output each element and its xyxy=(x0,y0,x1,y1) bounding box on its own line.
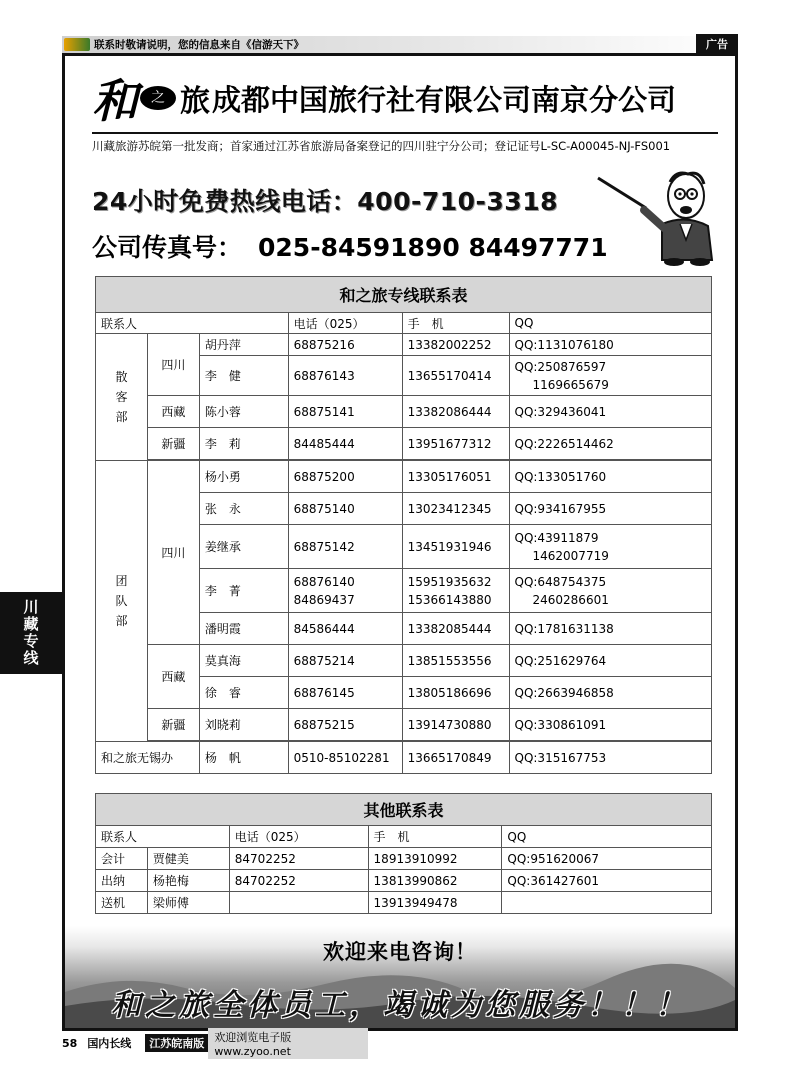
contact-qq xyxy=(502,892,712,914)
side-tab-char: 专 xyxy=(23,632,39,650)
contact-name: 陈小蓉 xyxy=(199,396,288,428)
specialist-contact-table xyxy=(95,276,712,774)
qq-line-2: 2460286601 xyxy=(532,592,609,607)
header-contact: 联系人 xyxy=(96,313,289,334)
qq-line-2: 1462007719 xyxy=(532,548,609,563)
ad-tag: 广告 xyxy=(696,34,738,54)
contact-phone: 84702252 xyxy=(229,870,368,892)
qq-line-2: 1169665679 xyxy=(532,377,609,392)
contact-mobile: 13913949478 xyxy=(368,892,502,914)
contact-role: 出纳 xyxy=(96,870,148,892)
table-row xyxy=(96,396,712,428)
brand-logo-lv: 旅 xyxy=(180,84,210,119)
table-row xyxy=(96,870,712,892)
contact-phone: 84586444 xyxy=(288,613,402,645)
header-qq: QQ xyxy=(502,826,712,848)
contact-mobile: 13813990862 xyxy=(368,870,502,892)
header-phone: 电话（025） xyxy=(229,826,368,848)
category-side-tab xyxy=(0,592,62,674)
magazine-logo-icon xyxy=(64,38,90,51)
contact-mobile: 13382002252 xyxy=(402,334,509,356)
contact-mobile: 13951677312 xyxy=(402,428,509,460)
table-header-row xyxy=(96,826,712,848)
table-title: 其他联系表 xyxy=(96,794,712,826)
header-mobile: 手 机 xyxy=(368,826,502,848)
dept-tuandui-label: 团 队 部 xyxy=(115,574,128,628)
table-row xyxy=(96,461,712,493)
table-row xyxy=(96,892,712,914)
top-header-strip xyxy=(62,36,736,53)
side-tab-char: 线 xyxy=(23,649,39,667)
contact-name: 杨艳梅 xyxy=(147,870,229,892)
contact-qq: QQ:251629764 xyxy=(509,645,712,677)
fax-label: 公司传真号： xyxy=(92,233,243,262)
other-contact-table xyxy=(95,793,712,914)
table-row xyxy=(96,848,712,870)
phone-line-2: 84869437 xyxy=(293,592,355,607)
table-row xyxy=(96,334,712,356)
contact-qq: QQ:1131076180 xyxy=(509,334,712,356)
service-slogan: 和之旅全体员工，竭诚为您服务！！！ xyxy=(111,988,689,1023)
brand-logo-zhi: 之 xyxy=(140,86,176,110)
contact-mobile: 13305176051 xyxy=(402,461,509,493)
contact-mobile: 13665170849 xyxy=(402,742,509,774)
contact-name: 李 菁 xyxy=(199,569,288,613)
source-notice: 联系时敬请说明，您的信息来自《信游天下》 xyxy=(94,39,304,51)
contact-name: 李 健 xyxy=(199,356,288,396)
contact-name: 杨小勇 xyxy=(199,461,288,493)
table-row xyxy=(96,645,712,677)
contact-name: 姜继承 xyxy=(199,525,288,569)
region-xizang: 西藏 xyxy=(147,396,199,428)
region-sichuan: 四川 xyxy=(147,461,199,645)
contact-phone: 68875215 xyxy=(288,709,402,741)
contact-phone: 84485444 xyxy=(288,428,402,460)
contact-qq: QQ:329436041 xyxy=(509,396,712,428)
region-sichuan: 四川 xyxy=(147,334,199,396)
table-row xyxy=(96,742,712,774)
contact-name: 梁师傅 xyxy=(147,892,229,914)
contact-qq: QQ:934167955 xyxy=(509,493,712,525)
contact-mobile: 13451931946 xyxy=(402,525,509,569)
fax-line xyxy=(92,228,608,264)
contact-name: 潘明霞 xyxy=(199,613,288,645)
header-qq: QQ xyxy=(509,313,712,334)
qq-line-1: QQ:648754375 xyxy=(514,574,607,589)
contact-phone: 68875140 xyxy=(288,493,402,525)
contact-mobile: 13023412345 xyxy=(402,493,509,525)
cartoon-teacher-mascot-icon xyxy=(596,168,716,268)
region-xinjiang: 新疆 xyxy=(147,709,199,741)
website-link[interactable]: 欢迎浏览电子版 www.zyoo.net xyxy=(208,1028,368,1059)
table-header-row xyxy=(96,313,712,334)
table-row xyxy=(96,428,712,460)
contact-phone: 68876145 xyxy=(288,677,402,709)
contact-phone xyxy=(288,569,402,613)
contact-mobile: 13655170414 xyxy=(402,356,509,396)
contact-qq: QQ:330861091 xyxy=(509,709,712,741)
contact-name: 莫真海 xyxy=(199,645,288,677)
contact-name: 贾健美 xyxy=(147,848,229,870)
side-tab-char: 川 xyxy=(23,598,39,616)
dept-tuandui xyxy=(96,461,148,742)
region-xizang: 西藏 xyxy=(147,645,199,709)
contact-phone: 68875216 xyxy=(288,334,402,356)
contact-name: 杨 帆 xyxy=(199,742,288,774)
contact-qq: QQ:361427601 xyxy=(502,870,712,892)
header-divider xyxy=(92,132,718,134)
qq-line-1: QQ:250876597 xyxy=(514,359,607,374)
contact-qq: QQ:2663946858 xyxy=(509,677,712,709)
contact-mobile: 18913910992 xyxy=(368,848,502,870)
contact-qq xyxy=(509,356,712,396)
welcome-message: 欢迎来电咨询！ xyxy=(323,940,477,964)
company-brand-header xyxy=(92,66,722,130)
contact-role: 会计 xyxy=(96,848,148,870)
contact-qq: QQ:315167753 xyxy=(509,742,712,774)
contact-name: 李 莉 xyxy=(199,428,288,460)
qq-line-1: QQ:43911879 xyxy=(514,530,599,545)
contact-mobile: 13382085444 xyxy=(402,613,509,645)
dept-sanke-label: 散 客 部 xyxy=(115,370,128,424)
contact-role: 送机 xyxy=(96,892,148,914)
table-title: 和之旅专线联系表 xyxy=(96,277,712,313)
header-mobile: 手 机 xyxy=(402,313,509,334)
contact-qq: QQ:1781631138 xyxy=(509,613,712,645)
contact-name: 胡丹萍 xyxy=(199,334,288,356)
contact-mobile xyxy=(402,569,509,613)
header-phone: 电话（025） xyxy=(288,313,402,334)
brand-logo-he: 和 xyxy=(92,74,136,128)
contact-phone: 68875142 xyxy=(288,525,402,569)
contact-mobile: 13805186696 xyxy=(402,677,509,709)
company-tagline: 川藏旅游苏皖第一批发商；首家通过江苏省旅游局备案登记的四川驻宁分公司；登记证号L-SC-A00045-NJ-FS001 xyxy=(92,139,671,153)
dept-sanke xyxy=(96,334,148,461)
contact-mobile: 13914730880 xyxy=(402,709,509,741)
contact-mobile: 13382086444 xyxy=(402,396,509,428)
contact-phone: 0510-85102281 xyxy=(288,742,402,774)
contact-qq: QQ:951620067 xyxy=(502,848,712,870)
contact-phone: 68875200 xyxy=(288,461,402,493)
contact-name: 张 永 xyxy=(199,493,288,525)
fax-numbers: 025-84591890 84497771 xyxy=(258,233,608,262)
contact-qq: QQ:2226514462 xyxy=(509,428,712,460)
contact-name: 刘晓莉 xyxy=(199,709,288,741)
contact-mobile: 13851553556 xyxy=(402,645,509,677)
region-xinjiang: 新疆 xyxy=(147,428,199,460)
company-name: 成都中国旅行社有限公司南京分公司 xyxy=(212,82,677,117)
contact-qq xyxy=(509,569,712,613)
table-row xyxy=(96,709,712,741)
header-contact: 联系人 xyxy=(96,826,230,848)
section-name: 国内长线 xyxy=(87,1037,132,1050)
contact-phone xyxy=(229,892,368,914)
contact-name: 徐 睿 xyxy=(199,677,288,709)
office-wuxi: 和之旅无锡办 xyxy=(96,742,200,774)
contact-qq: QQ:133051760 xyxy=(509,461,712,493)
contact-phone: 68875141 xyxy=(288,396,402,428)
side-tab-char: 藏 xyxy=(23,615,39,633)
phone-line-1: 68876140 xyxy=(293,574,355,589)
contact-phone: 84702252 xyxy=(229,848,368,870)
page-number: 58 xyxy=(62,1036,78,1050)
hotline-number: 24小时免费热线电话：400-710-3318 xyxy=(92,187,558,216)
contact-phone: 68876143 xyxy=(288,356,402,396)
contact-qq xyxy=(509,525,712,569)
mobile-line-2: 15366143880 xyxy=(407,592,492,607)
page-footer xyxy=(62,1030,368,1058)
mobile-line-1: 15951935632 xyxy=(407,574,492,589)
edition-badge: 江苏皖南版 xyxy=(145,1034,208,1052)
contact-phone: 68875214 xyxy=(288,645,402,677)
